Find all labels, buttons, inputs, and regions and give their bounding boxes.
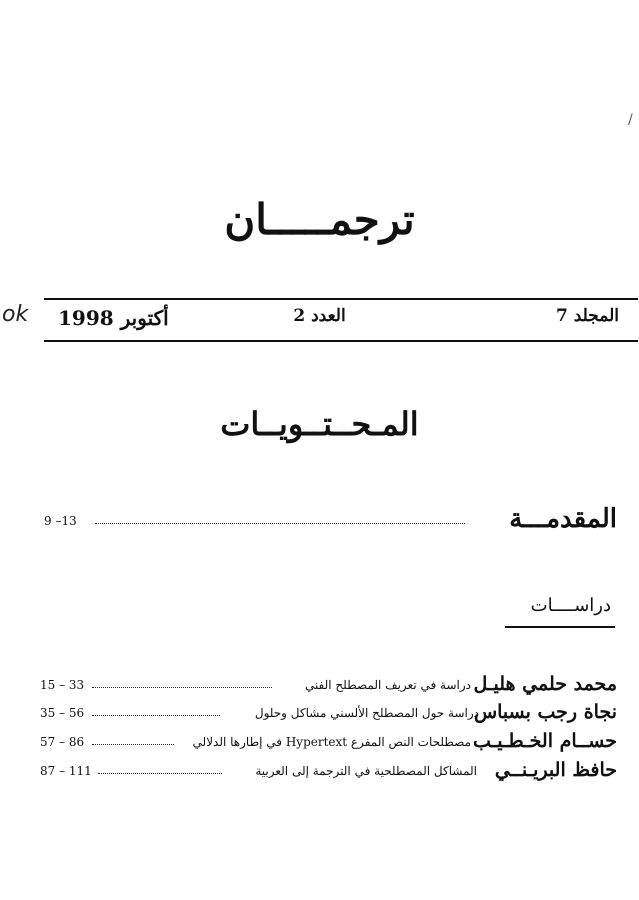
- page-range: 87 – 111: [40, 764, 92, 778]
- entry-title: دراسة في تعريف المصطلح الفني: [304, 678, 471, 692]
- header-rule-bottom: [44, 340, 638, 342]
- journal-title: ترجمـــــان: [224, 195, 415, 244]
- dot-leader: [92, 715, 220, 716]
- header-rule-top: [44, 298, 638, 300]
- page-range: 9 –13: [44, 514, 77, 528]
- date-label: أكتوبر 1998: [58, 306, 169, 330]
- page-range: 15 – 33: [40, 678, 85, 692]
- volume-label: المجلد 7: [555, 306, 619, 326]
- entry-title: دراسة حول المصطلح الألسني مشاكل وحلول: [254, 706, 479, 720]
- toc-entry: [0, 701, 639, 728]
- entry-title: المشاكل المصطلحية في الترجمة إلى العربية: [255, 764, 477, 778]
- dot-leader: [98, 773, 222, 774]
- section-rule: [505, 626, 615, 628]
- page-range: 35 – 56: [40, 706, 85, 720]
- dot-leader: [92, 687, 272, 688]
- entry-author: حافظ البريـنــي: [494, 759, 617, 781]
- edge-tick-mark: /: [628, 112, 633, 128]
- section-heading-studies: دراســــات: [530, 595, 611, 616]
- toc-entry: [0, 673, 639, 700]
- entry-author: حســام الخـطـيـب: [472, 730, 617, 752]
- dot-leader: [92, 744, 174, 745]
- issue-label: العدد 2: [293, 306, 346, 326]
- toc-entry: [0, 730, 639, 757]
- intro-row: [0, 504, 639, 536]
- toc-entry: [0, 759, 639, 786]
- entry-title: مصطلحات النص المفرع Hypertext في إطارها الدلالي: [192, 735, 471, 749]
- intro-label: المقدمـــة: [509, 504, 617, 534]
- page-range: 57 – 86: [40, 735, 85, 749]
- handwritten-mark: ok: [2, 302, 29, 327]
- entry-author: نجاة رجب بسباس: [473, 701, 617, 723]
- dot-leader: [95, 523, 465, 524]
- contents-heading: المـحــتــويــات: [220, 405, 419, 443]
- entry-author: محمد حلمي هليـل: [473, 673, 617, 695]
